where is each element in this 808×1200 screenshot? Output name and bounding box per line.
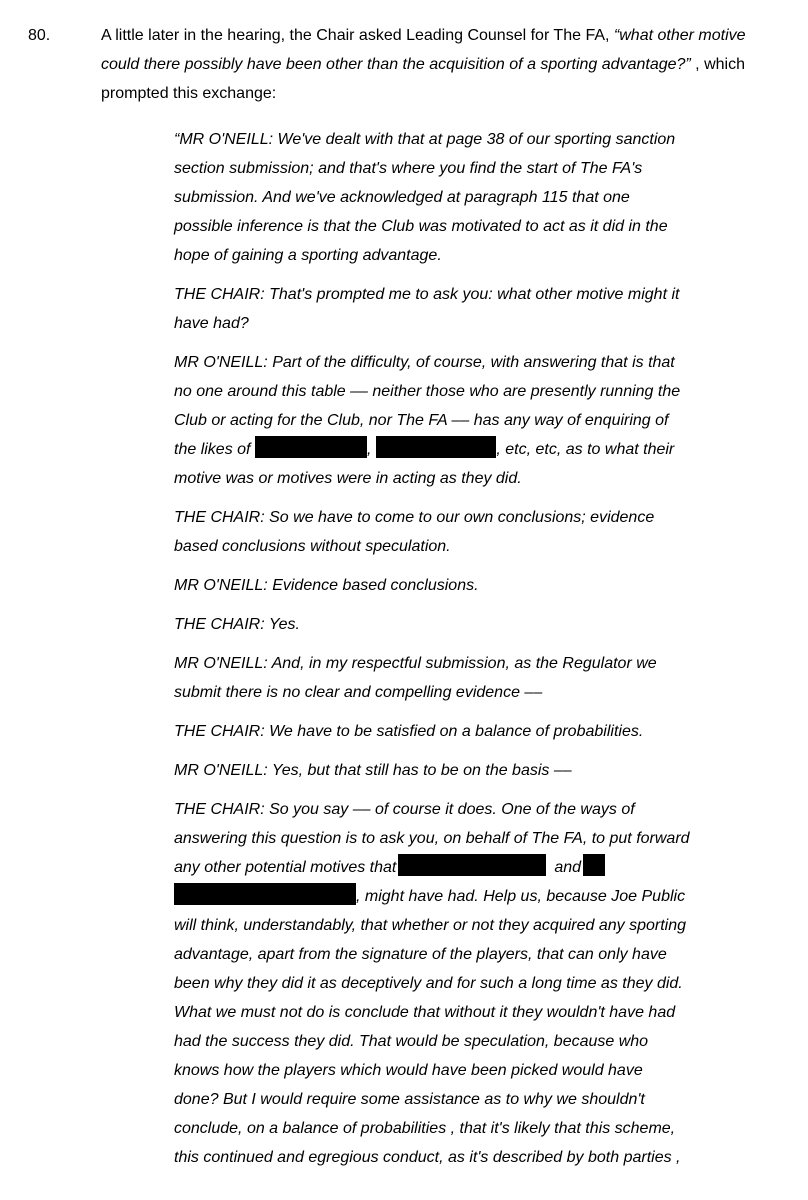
transcript-line: submit there is no clear and compelling evidence –– xyxy=(174,684,543,701)
transcript-line: THE CHAIR: Yes. xyxy=(174,616,300,633)
paragraph-intro xyxy=(101,21,801,108)
quoted-question-end: could there possibly have been other than the acquisition of a sporting advantage?” xyxy=(101,56,691,73)
transcript-text: the likes of xyxy=(174,441,255,458)
intro-text: A little later in the hearing, the Chair asked Leading Counsel for The FA, xyxy=(101,27,614,44)
transcript-text: any other potential motives that xyxy=(174,859,397,876)
transcript-line xyxy=(174,882,799,911)
transcript-line: been why they did it as deceptively and for such a long time as they did. xyxy=(174,975,683,992)
transcript-line: “MR O'NEILL: We've dealt with that at page 38 of our sporting sanction xyxy=(174,131,676,148)
transcript-paragraph xyxy=(174,610,799,639)
transcript-line: MR O'NEILL: And, in my respectful submission, as the Regulator we xyxy=(174,655,657,672)
transcript-line: will think, understandably, that whether or not they acquired any sporting xyxy=(174,917,686,934)
transcript-line: THE CHAIR: So we have to come to our own conclusions; evidence xyxy=(174,509,655,526)
transcript-line: have had? xyxy=(174,315,249,332)
redaction-block xyxy=(174,883,356,905)
redaction-block xyxy=(583,854,605,876)
transcript-line: motive was or motives were in acting as they did. xyxy=(174,470,522,487)
transcript-line xyxy=(174,853,799,882)
transcript-text: , xyxy=(366,441,372,458)
intro-line-2 xyxy=(101,50,801,79)
transcript-line: based conclusions without speculation. xyxy=(174,538,451,555)
transcript-paragraph xyxy=(174,280,799,338)
transcript-text: , etc, etc, as to what their xyxy=(496,441,675,458)
intro-line-1 xyxy=(101,21,801,50)
transcript-line: THE CHAIR: So you say –– of course it does. One of the ways of xyxy=(174,801,635,818)
transcript-line: no one around this table –– neither those who are presently running the xyxy=(174,383,681,400)
transcript-line: Club or acting for the Club, nor The FA –– has any way of enquiring of xyxy=(174,412,669,429)
transcript-paragraph xyxy=(174,348,799,493)
transcript-paragraph xyxy=(174,795,799,1172)
transcript-line: MR O'NEILL: Yes, but that still has to be on the basis –– xyxy=(174,762,572,779)
transcript-line: THE CHAIR: We have to be satisfied on a balance of probabilities. xyxy=(174,723,644,740)
transcript-line: had the success they did. That would be speculation, because who xyxy=(174,1033,649,1050)
transcript-paragraph xyxy=(174,503,799,561)
transcript-line: this continued and egregious conduct, as it's described by both parties , xyxy=(174,1149,681,1166)
transcript-line: What we must not do is conclude that without it they wouldn't have had xyxy=(174,1004,676,1021)
paragraph-number: 80. xyxy=(28,27,51,44)
redaction-block xyxy=(255,436,367,458)
transcript-text: and xyxy=(554,859,582,876)
transcript-line: answering this question is to ask you, on behalf of The FA, to put forward xyxy=(174,830,690,847)
transcript-paragraph xyxy=(174,571,799,600)
transcript-line: MR O'NEILL: Part of the difficulty, of course, with answering that is that xyxy=(174,354,675,371)
transcript-paragraph xyxy=(174,756,799,785)
transcript-line: section submission; and that's where you find the start of The FA's xyxy=(174,160,643,177)
transcript-quote xyxy=(174,125,799,1182)
transcript-line: knows how the players which would have been picked would have xyxy=(174,1062,643,1079)
transcript-text: , might have had. Help us, because Joe Public xyxy=(356,888,686,905)
redaction-block xyxy=(398,854,546,876)
transcript-line: THE CHAIR: That's prompted me to ask you: what other motive might it xyxy=(174,286,680,303)
transcript-line: submission. And we've acknowledged at paragraph 115 that one xyxy=(174,189,630,206)
transcript-line xyxy=(174,435,799,464)
transcript-line: advantage, apart from the signature of the players, that can only have xyxy=(174,946,667,963)
transcript-paragraph xyxy=(174,125,799,270)
intro-trailing: , which xyxy=(690,56,745,73)
quoted-question-start: “what other motive xyxy=(613,27,746,44)
transcript-line: done? But I would require some assistance as to why we shouldn't xyxy=(174,1091,645,1108)
transcript-line: hope of gaining a sporting advantage. xyxy=(174,247,442,264)
transcript-line: conclude, on a balance of probabilities , that it's likely that this scheme, xyxy=(174,1120,676,1137)
transcript-paragraph xyxy=(174,717,799,746)
transcript-line: possible inference is that the Club was motivated to act as it did in the xyxy=(174,218,668,235)
transcript-line: MR O'NEILL: Evidence based conclusions. xyxy=(174,577,479,594)
intro-line-3: prompted this exchange: xyxy=(101,85,277,102)
transcript-paragraph xyxy=(174,649,799,707)
redaction-block xyxy=(376,436,496,458)
